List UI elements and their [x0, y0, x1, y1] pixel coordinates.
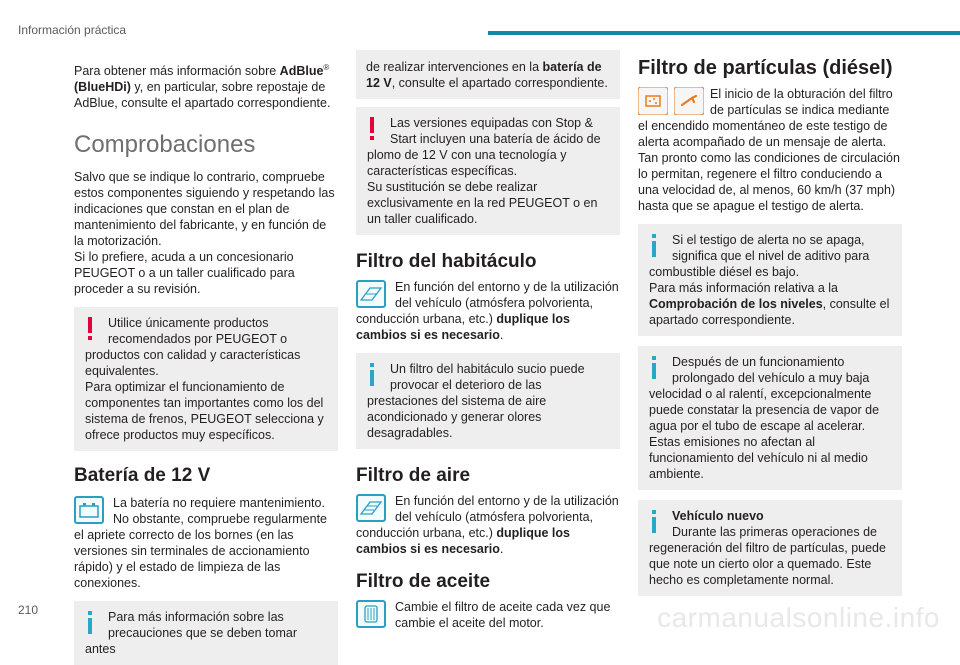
- dpf-text-2: Tan pronto como las condiciones de circulación lo permitan, regenere el filtro conduciendo a una velocidad de, al menos, 60 km/h (37 mph) hasta que se apague el testigo de alerta.: [638, 151, 900, 213]
- section-title: Información práctica: [18, 23, 127, 37]
- dpf-heading: Filtro de partículas (diésel): [638, 57, 893, 79]
- cabin-filter-text: En función del entorno y de la utilización del vehículo (atmósfera polvorienta, conducción urbana, etc.) duplique los cambios si es necesario.: [356, 280, 619, 342]
- oil-filter-icon: [356, 600, 386, 628]
- dpf-section: [638, 86, 902, 150]
- service-wrench-icon: [674, 87, 704, 115]
- page-number: 210: [18, 603, 39, 617]
- info-note-new-vehicle: Vehículo nuevo Durante las primeras operaciones de regeneración del filtro de partículas, puede que note un cierto olor a quemado. Este hecho es completamente normal.: [638, 500, 902, 596]
- warning-icon: [83, 317, 98, 343]
- air-filter-text: En función del entorno y de la utilización del vehículo (atmósfera polvorienta, conducción urbana, etc.) duplique los cambios si es necesario.: [356, 494, 619, 556]
- footer-watermark: carmanualsonline.info: [657, 602, 940, 633]
- column-2: [356, 50, 620, 631]
- header-accent-bar: [488, 31, 960, 35]
- dpf-text: El inicio de la obturación del filtro de partículas se indica mediante el encendido momentáneo de este testigo de alerta acompañado de un mensaje de alerta.: [638, 87, 893, 149]
- column-3: [638, 50, 902, 596]
- air-filter-heading: Filtro de aire: [356, 465, 471, 486]
- column-1: [74, 50, 338, 665]
- battery-text: La batería no requiere mantenimiento. No obstante, compruebe regularmente el apriete correcto de los bornes (en las versiones sin terminales de accionamiento rápido) y el estado de limpieza de las conexiones.: [74, 496, 328, 591]
- warning-note-stopstart: Las versiones equipadas con Stop & Start incluyen una batería de ácido de plomo de 12 V con una tecnología y características específicas. Su sustitución se debe realizar exclusivamente en la red PEUGEOT o en un taller cualificado.: [356, 107, 620, 235]
- info-note-cabin: Un filtro del habitáculo sucio puede provocar el deterioro de las prestaciones del sistema de aire acondicionado y generar olores desagradables.: [356, 353, 620, 449]
- cabin-filter-section: [356, 279, 620, 343]
- info-icon: [647, 356, 662, 382]
- adblue-intro: Para obtener más información sobre AdBlue® (BlueHDi) y, en particular, sobre repostaje de AdBlue, consulte el apartado correspondiente.: [74, 63, 331, 111]
- air-filter-section: [356, 493, 620, 557]
- particle-filter-warning-icon: [638, 87, 668, 115]
- info-note-steam: Después de un funcionamiento prolongado del vehículo a muy baja velocidad o al ralentí, excepcionalmente puede constatar la presencia de vapor de agua por el tubo de escape al acelerar. Estas emisiones no afectan al funcionamiento del vehículo ni al medio ambiente.: [638, 346, 902, 490]
- info-note-additive: Si el testigo de alerta no se apaga, significa que el nivel de aditivo para combustible diésel es bajo. Para más información relativa a la Comprobación de los niveles, consulte el apartado correspondiente.: [638, 224, 902, 336]
- info-note-battery: Para más información sobre las precauciones que se deben tomar antes: [74, 601, 338, 665]
- checks-text-2: Si lo prefiere, acuda a un concesionario PEUGEOT o a un taller cualificado para proceder a su revisión.: [74, 250, 295, 297]
- battery-heading: Batería de 12 V: [74, 465, 211, 487]
- info-icon: [647, 510, 662, 536]
- battery-continued-note: de realizar intervenciones en la batería de 12 V, consulte el apartado correspondiente.: [356, 50, 620, 99]
- info-icon: [365, 363, 380, 389]
- oil-filter-section: [356, 599, 620, 631]
- info-icon: [647, 234, 662, 260]
- cabin-filter-icon: [356, 280, 386, 308]
- checks-heading: Comprobaciones: [74, 131, 256, 159]
- checks-text: Salvo que se indique lo contrario, compruebe estos componentes siguiendo y respetando las indicaciones que constan en el plan de mantenimiento del fabricante, y en función de la motorización.: [74, 170, 335, 249]
- oil-filter-text: Cambie el filtro de aceite cada vez que cambie el aceite del motor.: [395, 600, 611, 630]
- battery-section: [74, 495, 338, 591]
- warning-note-products: Utilice únicamente productos recomendados por PEUGEOT o productos con calidad y características equivalentes. Para optimizar el funcionamiento de componentes tan importantes como los del sistema de frenos, PEUGEOT selecciona y ofrece productos muy específicos.: [74, 307, 338, 451]
- warning-icon: [365, 117, 380, 143]
- info-icon: [83, 611, 98, 637]
- oil-filter-heading: Filtro de aceite: [356, 571, 491, 592]
- air-filter-icon: [356, 494, 386, 522]
- battery-icon: [74, 496, 104, 524]
- cabin-filter-heading: Filtro del habitáculo: [356, 251, 537, 272]
